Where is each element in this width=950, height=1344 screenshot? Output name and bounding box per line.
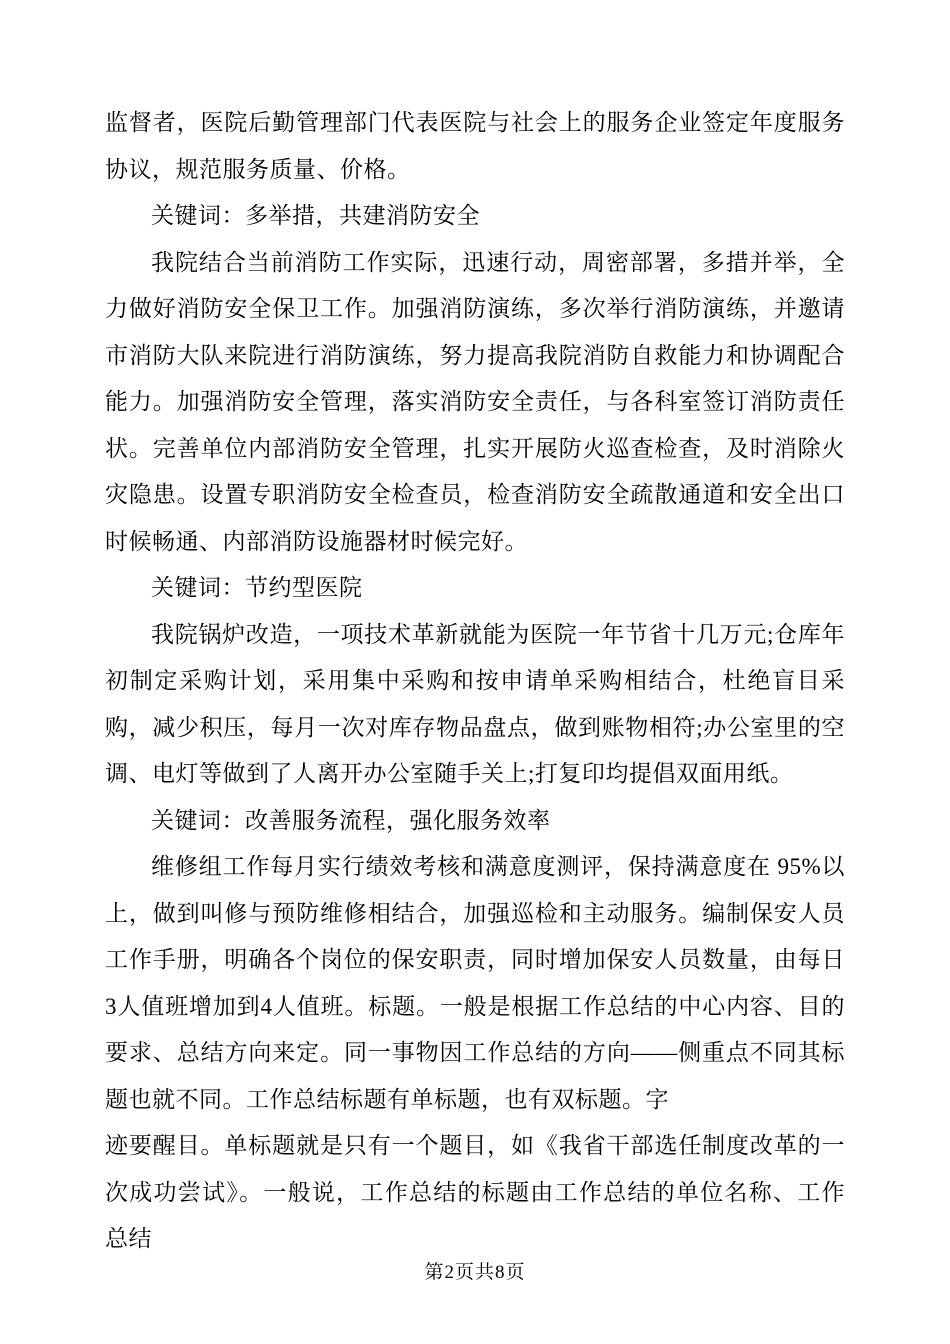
paragraph: 关键词：改善服务流程，强化服务效率 [151, 807, 551, 833]
paragraph: 维修组工作每月实行绩效考核和满意度测评，保持满意度在 95%以上，做到叫修与预防维修相结合，加强巡检和主动服务。编制保安人员工作手册，明确各个岗位的保安职责，同时增加保安人员数量，由每日3人值班增加到4人值班。标题。一般是根据工作总结的中心内容、目的要求、总结方向来定。同一事物因工作总结的方向——侧重点不同其标题也就不同。工作总结标题有单标题，也有双标题。字 [105, 854, 845, 1112]
paragraph: 监督者，医院后勤管理部门代表医院与社会上的服务企业签定年度服务协议，规范服务质量、价格。 [105, 110, 845, 182]
document-content [105, 100, 845, 1263]
paragraph: 我院结合当前消防工作实际，迅速行动，周密部署，多措并举，全力做好消防安全保卫工作。加强消防演练，多次举行消防演练，并邀请市消防大队来院进行消防演练，努力提高我院消防自救能力和协调配合能力。加强消防安全管理，落实消防安全责任，与各科室签订消防责任状。完善单位内部消防安全管理，扎实开展防火巡查检查，及时消除火灾隐患。设置专职消防安全检查员，检查消防安全疏散通道和安全出口时候畅通、内部消防设施器材时候完好。 [105, 249, 845, 554]
paragraph: 关键词：多举措，共建消防安全 [151, 203, 480, 228]
paragraph: 我院锅炉改造，一项技术革新就能为医院一年节省十几万元;仓库年初制定采购计划，采用集中采购和按申请单采购相结合，杜绝盲目采购，减少积压，每月一次对库存物品盘点，做到账物相符;办公室里的空调、电灯等做到了人离开办公室随手关上;打复印均提倡双面用纸。 [105, 621, 845, 786]
page-footer: 第2页共8页 [424, 1262, 526, 1283]
paragraph: 迹要醒目。单标题就是只有一个题目，如《我省干部选任制度改革的一次成功尝试》。一般说，工作总结的标题由工作总结的单位名称、工作总结 [105, 1133, 845, 1251]
paragraph: 关键词：节约型医院 [151, 575, 363, 600]
